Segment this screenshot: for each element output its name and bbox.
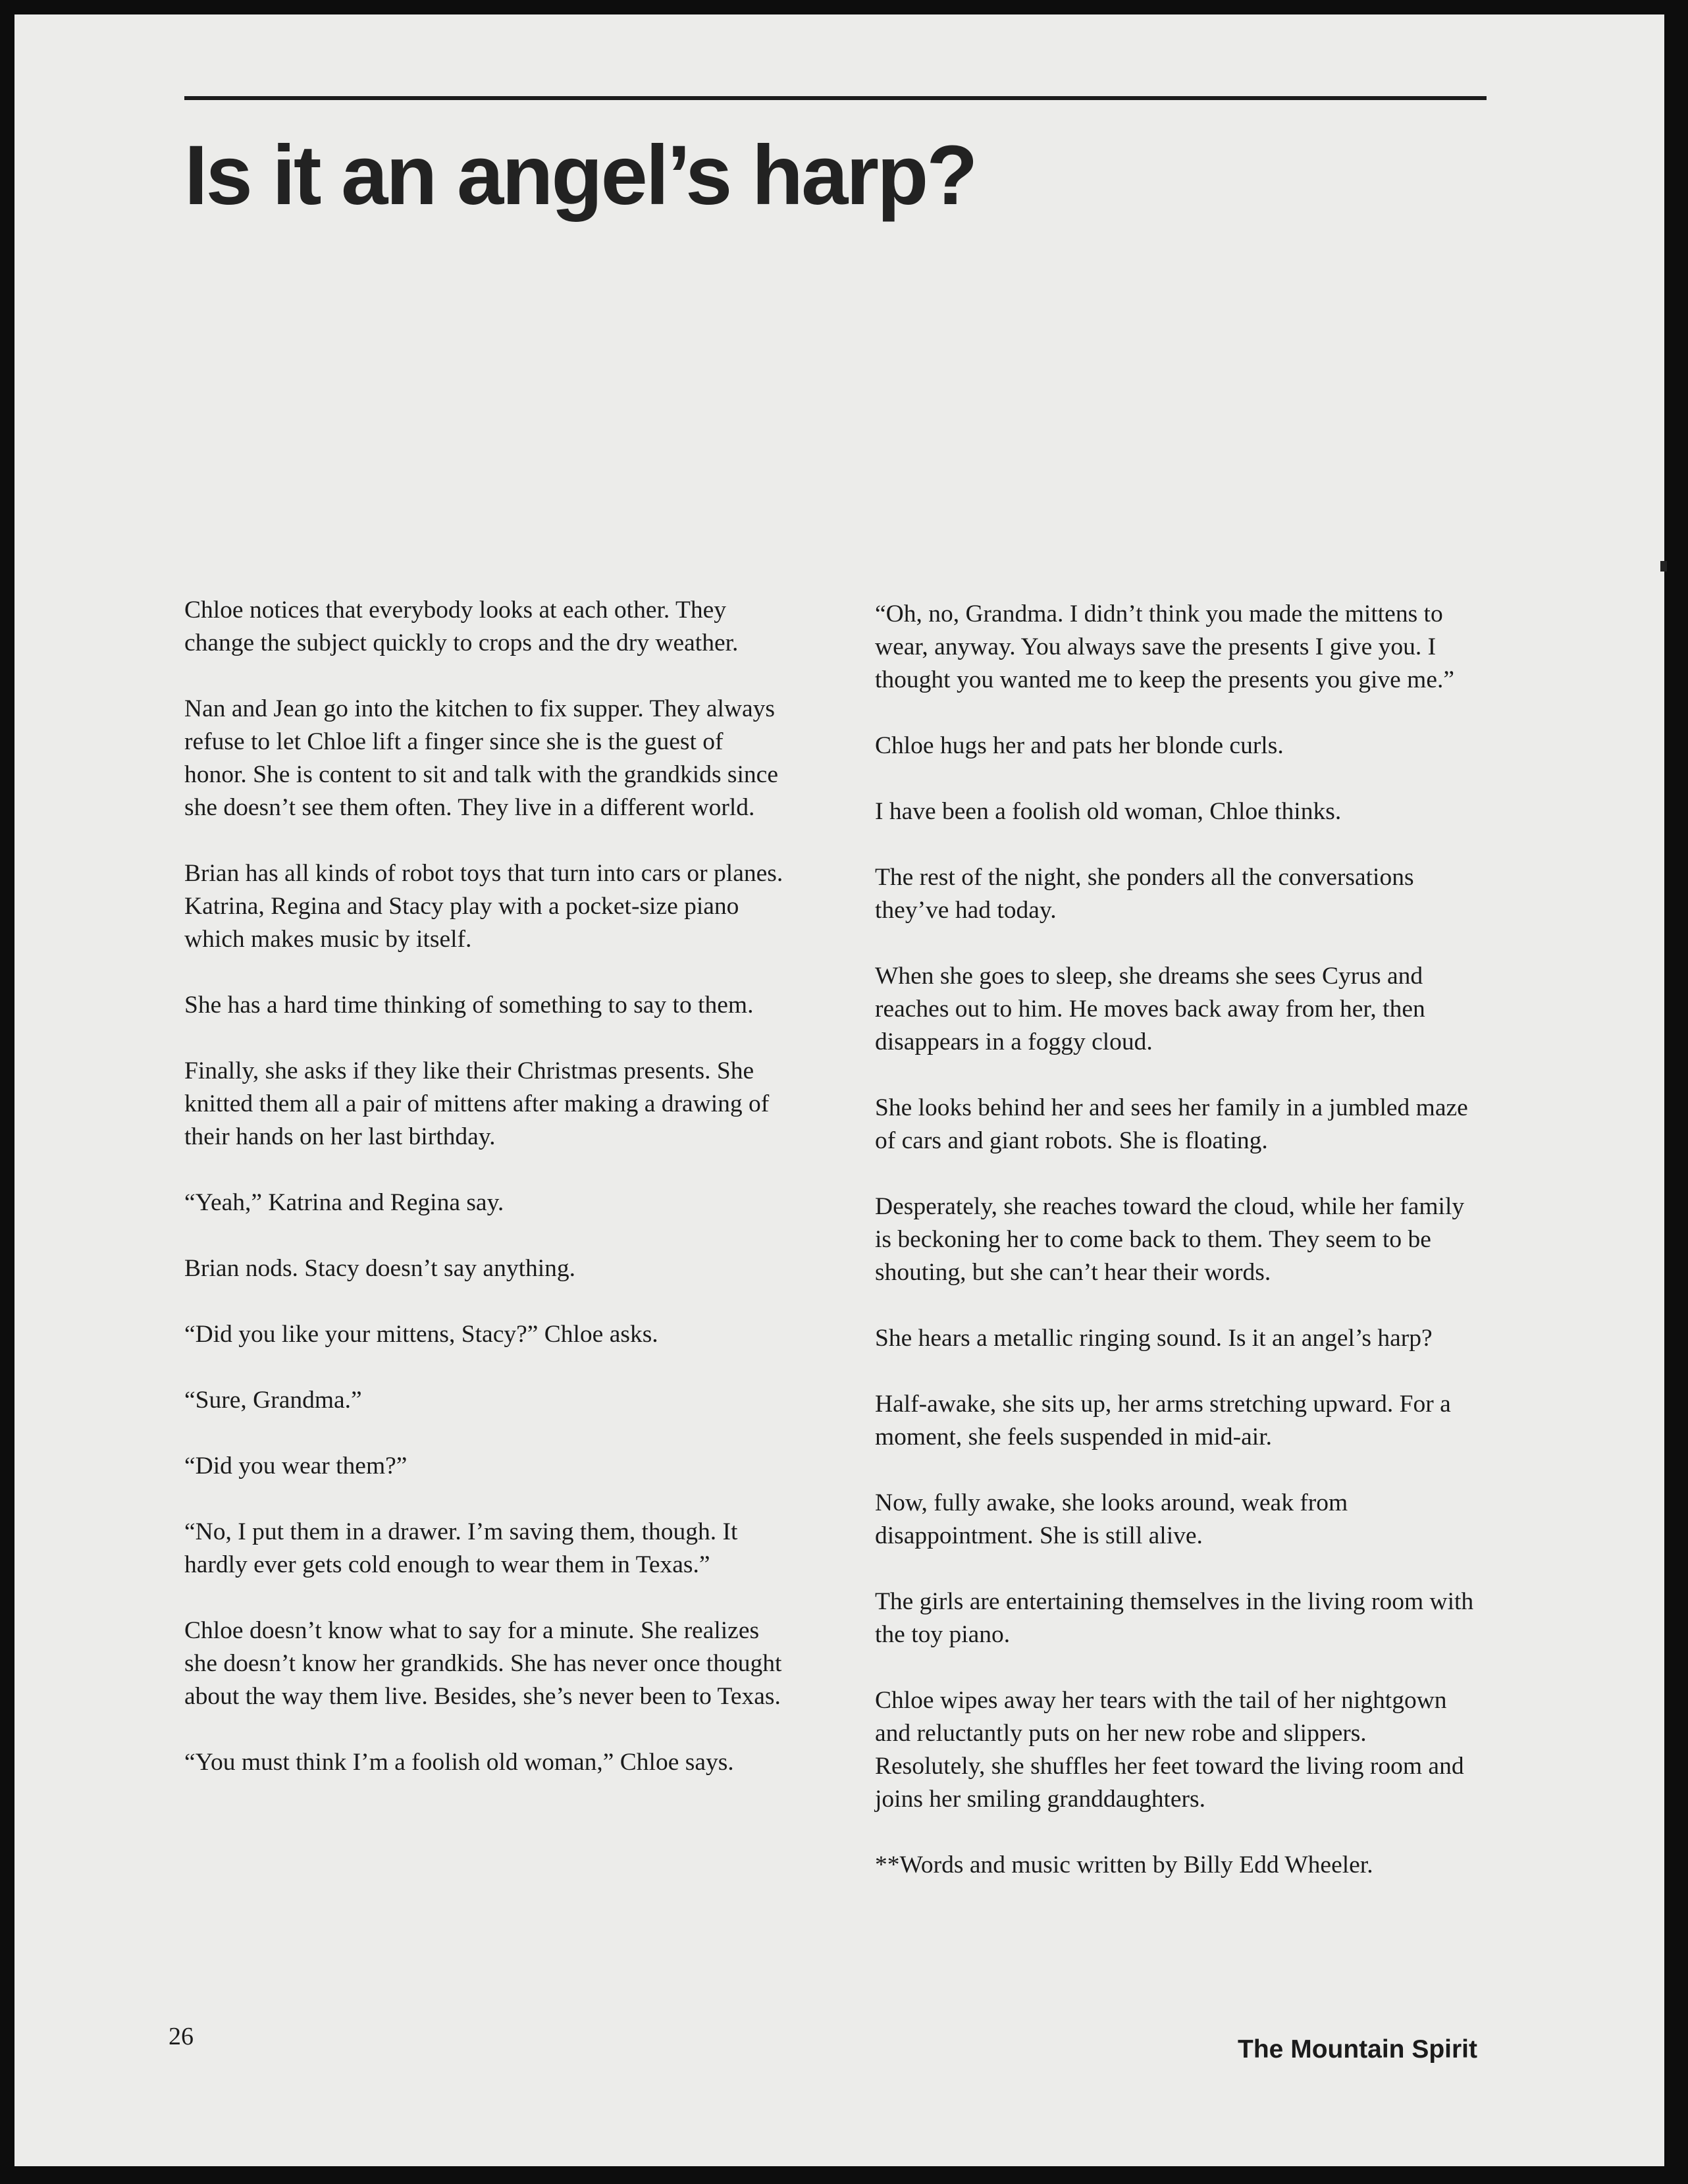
- paragraph: The girls are entertaining themselves in the living room with the toy piano.: [875, 1588, 1474, 1648]
- paragraph: “Did you like your mittens, Stacy?” Chloe asks.: [184, 1321, 658, 1348]
- paragraph: Nan and Jean go into the kitchen to fix supper. They always refuse to let Chloe lift a finger since she is the guest of honor. She is content to sit and talk with the grandkids since she doesn’t see them often. They live in a different world.: [184, 695, 778, 821]
- paragraph: Finally, she asks if they like their Christmas presents. She knitted them all a pair of mittens after making a drawing of their hands on her last birthday.: [184, 1057, 770, 1150]
- paragraph: “Sure, Grandma.”: [184, 1387, 362, 1414]
- paragraph: Half-awake, she sits up, her arms stretching upward. For a moment, she feels suspended in mid-air.: [875, 1391, 1451, 1451]
- paragraph: “Yeah,” Katrina and Regina say.: [184, 1189, 504, 1216]
- paragraph: Chloe doesn’t know what to say for a minute. She realizes she doesn’t know her grandkids. She has never once thought about the way them live. Besides, she’s never been to Texas.: [184, 1617, 782, 1710]
- paragraph: “No, I put them in a drawer. I’m saving them, though. It hardly ever gets cold enough to wear them in Texas.”: [184, 1518, 738, 1578]
- article-title: Is it an angel’s harp?: [184, 128, 976, 223]
- paragraph: Now, fully awake, she looks around, weak from disappointment. She is still alive.: [875, 1489, 1348, 1549]
- paragraph: The rest of the night, she ponders all the conversations they’ve had today.: [875, 864, 1414, 924]
- paragraph: Brian nods. Stacy doesn’t say anything.: [184, 1255, 576, 1282]
- paragraph: Chloe notices that everybody looks at each other. They change the subject quickly to crops and the dry weather.: [184, 597, 739, 656]
- paragraph: When she goes to sleep, she dreams she sees Cyrus and reaches out to him. He moves back away from her, then disappears in a foggy cloud.: [875, 963, 1425, 1055]
- paragraph: Chloe wipes away her tears with the tail of her nightgown and reluctantly puts on her new robe and slippers. Resolutely, she shuffles her feet toward the living room and joins her smiling granddaughters.: [875, 1687, 1464, 1813]
- paragraph: “Oh, no, Grandma. I didn’t think you made the mittens to wear, anyway. You always save the presents I give you. I thought you wanted me to keep the presents you give me.”: [875, 600, 1454, 693]
- header-rule: [184, 96, 1487, 100]
- paragraph: She has a hard time thinking of something to say to them.: [184, 992, 754, 1019]
- paragraph: I have been a foolish old woman, Chloe thinks.: [875, 798, 1342, 825]
- left-column: [184, 594, 790, 1812]
- paragraph: Chloe hugs her and pats her blonde curls.: [875, 732, 1284, 759]
- paragraph: She looks behind her and sees her family in a jumbled maze of cars and giant robots. She is floating.: [875, 1094, 1468, 1154]
- right-column: [875, 598, 1481, 1915]
- page-number: 26: [169, 2023, 194, 2050]
- paragraph: “Did you wear them?”: [184, 1452, 408, 1479]
- paragraph: She hears a metallic ringing sound. Is it an angel’s harp?: [875, 1325, 1433, 1352]
- scan-edge-mark: [1660, 561, 1667, 572]
- publication-name: The Mountain Spirit: [1238, 2035, 1477, 2064]
- magazine-page: [14, 14, 1664, 2166]
- paragraph: “You must think I’m a foolish old woman,” Chloe says.: [184, 1749, 734, 1776]
- paragraph: Brian has all kinds of robot toys that turn into cars or planes. Katrina, Regina and Stacy play with a pocket-size piano which makes music by itself.: [184, 860, 783, 953]
- paragraph: Desperately, she reaches toward the cloud, while her family is beckoning her to come back to them. They seem to be shouting, but she can’t hear their words.: [875, 1193, 1465, 1286]
- paragraph: **Words and music written by Billy Edd Wheeler.: [875, 1851, 1373, 1878]
